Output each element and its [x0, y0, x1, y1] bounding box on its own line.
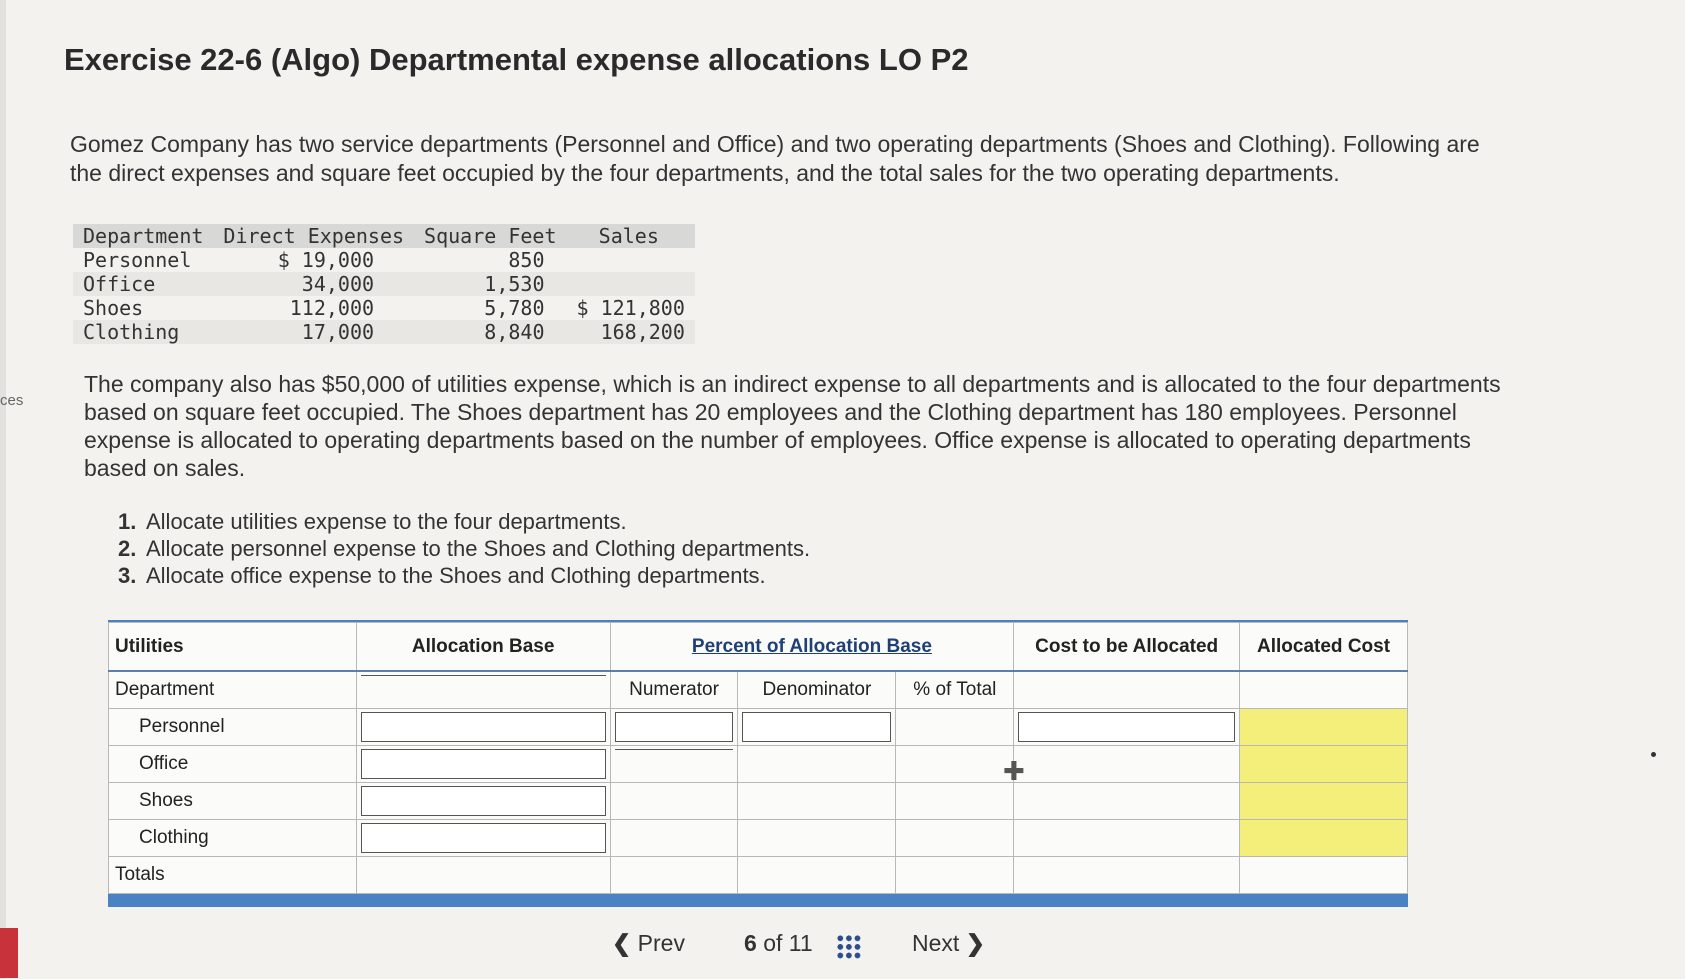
- task-number: 1.: [118, 509, 137, 534]
- allocation-base-input[interactable]: [361, 712, 606, 742]
- numerator-input[interactable]: [615, 712, 734, 742]
- cell-direct-expenses: 17,000: [213, 320, 414, 344]
- cell-department: Shoes: [83, 296, 144, 320]
- denominator-cell: [738, 746, 896, 783]
- list-item: [118, 535, 810, 562]
- cell-square-feet: 5,780: [484, 296, 545, 320]
- allocation-base-cell: [356, 783, 610, 820]
- numerator-cell: [610, 820, 738, 857]
- row-label-personnel: Personnel: [109, 709, 357, 746]
- worksheet-header-row: [109, 623, 1408, 672]
- cost-cell: [1014, 746, 1240, 783]
- pct-total-cell: [896, 783, 1014, 820]
- header-department: Department: [73, 224, 213, 248]
- dot-mark: [1651, 752, 1656, 757]
- totals-cell: [356, 857, 610, 894]
- allocation-base-header: Allocation Base: [356, 623, 610, 672]
- question-grid-icon[interactable]: [836, 934, 862, 960]
- pct-total-cell: [896, 820, 1014, 857]
- prev-button[interactable]: [612, 930, 685, 957]
- header-square-feet: Square Feet: [414, 224, 566, 248]
- cell-square-feet: 1,530: [414, 272, 566, 296]
- question-navigation: [0, 930, 1685, 964]
- department-label: Department: [109, 671, 357, 709]
- allocated-cost-cell: [1240, 820, 1408, 857]
- pct-total-cell: [896, 709, 1014, 746]
- cell-square-feet: 850: [508, 248, 545, 272]
- totals-cell: [738, 857, 896, 894]
- plus-cursor-icon: ✚: [1003, 756, 1025, 786]
- cell-department: Clothing: [73, 320, 213, 344]
- page-current: 6: [744, 930, 757, 956]
- table-row: [109, 746, 1408, 783]
- bottom-bar-cell: [109, 894, 1408, 907]
- prev-label: Prev: [637, 930, 685, 956]
- table-row: [109, 820, 1408, 857]
- table-row: [73, 296, 695, 320]
- totals-label: Totals: [109, 857, 357, 894]
- row-label-office: Office: [109, 746, 357, 783]
- allocated-cost-cell: [1240, 709, 1408, 746]
- worksheet-bottom-bar: [109, 894, 1408, 907]
- table-row: [73, 320, 695, 344]
- totals-cell: [896, 857, 1014, 894]
- cost-header-cell: [1014, 671, 1240, 709]
- numerator-header: Numerator: [610, 671, 738, 709]
- cost-to-be-allocated-header: Cost to be Allocated: [1014, 623, 1240, 672]
- numerator-cell: [610, 783, 738, 820]
- numerator-cell: [610, 709, 738, 746]
- denominator-cell: [738, 709, 896, 746]
- allocation-base-cell: [356, 746, 610, 783]
- cell-sales: $ 121,800: [576, 296, 685, 320]
- cell-sales: [567, 248, 695, 272]
- totals-cell: [1240, 857, 1408, 894]
- chevron-right-icon: ❯: [965, 930, 985, 956]
- numerator-input[interactable]: [615, 749, 734, 779]
- page-indicator: [744, 930, 813, 957]
- table-row: [73, 272, 695, 296]
- cell-department: Personnel: [83, 248, 192, 272]
- task-text: Allocate office expense to the Shoes and Clothing departments.: [146, 563, 766, 588]
- allocation-base-input[interactable]: [361, 823, 606, 853]
- cell-direct-expenses: 34,000: [213, 272, 414, 296]
- allocation-base-header-cell: [356, 671, 610, 709]
- list-item: [118, 508, 810, 535]
- utilities-worksheet: [108, 622, 1408, 907]
- task-text: Allocate personnel expense to the Shoes and Clothing departments.: [146, 536, 811, 561]
- pct-total-header: % of Total: [896, 671, 1014, 709]
- data-table-header: [73, 224, 695, 248]
- denominator-header: Denominator: [738, 671, 896, 709]
- cell-sales: 168,200: [567, 320, 695, 344]
- totals-row: [109, 857, 1408, 894]
- row-label-clothing: Clothing: [109, 820, 357, 857]
- cell-square-feet: 8,840: [414, 320, 566, 344]
- allocation-base-header-input[interactable]: [361, 675, 606, 705]
- chevron-left-icon: ❮: [612, 930, 632, 956]
- allocation-base-cell: [356, 820, 610, 857]
- allocation-base-input[interactable]: [361, 786, 606, 816]
- next-button[interactable]: [912, 930, 985, 957]
- cost-cell: [1014, 820, 1240, 857]
- intro-paragraph: Gomez Company has two service departments (Personnel and Office) and two operating departments (Shoes and Clothing). Following are the direct expenses and square feet occupied by the four departments, and the total sales for the two operating departments.: [70, 131, 1480, 186]
- task-list: [118, 508, 810, 589]
- page-of: of 11: [763, 930, 813, 956]
- task-number: 2.: [118, 536, 137, 561]
- denominator-input[interactable]: [742, 712, 891, 742]
- totals-cell: [1014, 857, 1240, 894]
- table-row: [109, 783, 1408, 820]
- row-label-shoes: Shoes: [109, 783, 357, 820]
- numerator-cell: [610, 746, 738, 783]
- denominator-cell: [738, 783, 896, 820]
- cost-cell: [1014, 709, 1240, 746]
- totals-cell: [610, 857, 738, 894]
- pct-total-cell: [896, 746, 1014, 783]
- department-data-table: [73, 224, 695, 344]
- allocated-cost-cell: [1240, 783, 1408, 820]
- denominator-cell: [738, 820, 896, 857]
- allocation-base-cell: [356, 709, 610, 746]
- allocated-header-cell: [1240, 671, 1408, 709]
- next-label: Next: [912, 930, 960, 956]
- header-direct-expenses: Direct Expenses: [213, 224, 414, 248]
- task-number: 3.: [118, 563, 137, 588]
- percent-of-allocation-base-link[interactable]: Percent of Allocation Base: [691, 635, 932, 657]
- cost-cell: [1014, 783, 1240, 820]
- worksheet-subheader-row: [109, 671, 1408, 709]
- list-item: [118, 562, 810, 589]
- side-panel-text: ces: [0, 392, 24, 409]
- table-row: [73, 248, 695, 272]
- cell-direct-expenses: $ 19,000: [277, 248, 375, 272]
- worksheet-title: Utilities: [109, 623, 357, 672]
- utilities-paragraph: The company also has $50,000 of utilities expense, which is an indirect expense to all departments and is allocated to the four departments based on square feet occupied. The Shoes department has 20 employees and the Clothing department has 180 employees. Personnel expense is allocated to operating departments based on the number of employees. Office expense is allocated to operating departments based on sales.: [84, 371, 1501, 481]
- task-text: Allocate utilities expense to the four departments.: [146, 509, 627, 534]
- cost-to-be-allocated-input[interactable]: [1018, 712, 1235, 742]
- cell-sales: [567, 272, 695, 296]
- allocation-base-input[interactable]: [361, 749, 606, 779]
- allocated-cost-header: Allocated Cost: [1240, 623, 1408, 672]
- header-sales: Sales: [567, 224, 695, 248]
- allocated-cost-cell: [1240, 746, 1408, 783]
- cell-direct-expenses: 112,000: [289, 296, 375, 320]
- cell-department: Office: [73, 272, 213, 296]
- page-title: Exercise 22-6 (Algo) Departmental expense allocations LO P2: [64, 42, 969, 77]
- left-panel-edge: [0, 0, 6, 979]
- percent-header-cell: [610, 623, 1014, 672]
- table-row: [109, 709, 1408, 746]
